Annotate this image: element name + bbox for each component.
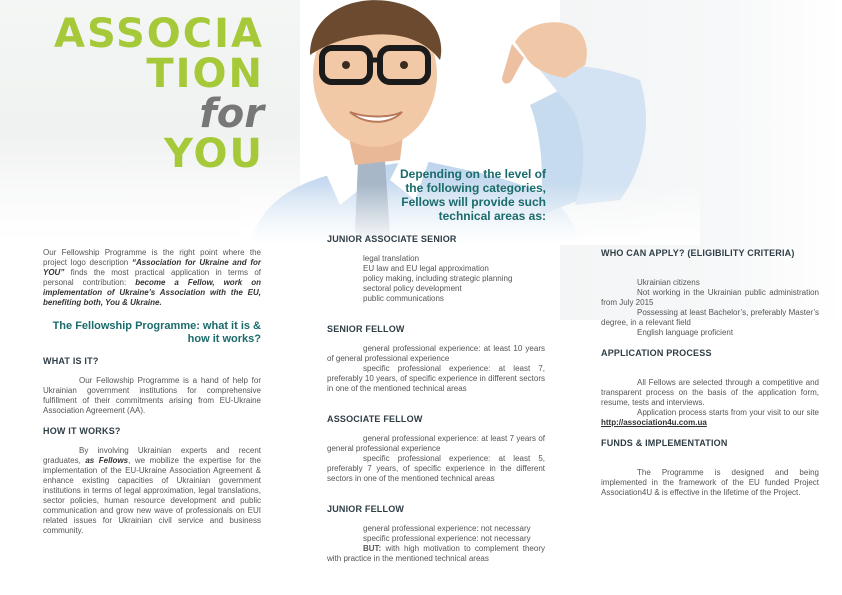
list-item: legal translation bbox=[363, 254, 420, 263]
intro-text-1: Our Fellowship Programme is the right point where the project logo description bbox=[43, 248, 261, 267]
senior-item-1: general professional experience: at least 10 years of general professional experience bbox=[327, 344, 545, 363]
title-line-1: ASSOCIA bbox=[54, 11, 264, 57]
funds-text: The Programme is designed and being implemented in the framework of the EU funded Project Association4U & is effective in the lifetime of the Project. bbox=[601, 468, 819, 497]
but-label: BUT: bbox=[363, 544, 382, 553]
column-left bbox=[43, 248, 261, 536]
how-it-works-text bbox=[43, 446, 261, 536]
intro-emphasis-1: “Association for Ukraine and for YOU” bbox=[43, 258, 261, 277]
junior-but bbox=[327, 544, 545, 564]
list-item: EU law and EU legal approximation bbox=[363, 264, 489, 273]
process-text-2-body: Application process starts from your visit to our site bbox=[637, 408, 819, 417]
title-line-4: YOU bbox=[163, 131, 264, 177]
who-item-1: Ukrainian citizens bbox=[637, 278, 700, 287]
title-line-3: for bbox=[199, 91, 264, 137]
how-emphasis: as Fellows bbox=[85, 456, 129, 465]
junior-fellow-heading: JUNIOR FELLOW bbox=[327, 504, 405, 514]
who-item-4: English language proficient bbox=[637, 328, 734, 337]
how-it-works-heading: HOW IT WORKS? bbox=[43, 426, 121, 436]
senior-item-2: specific professional experience: at least 7, preferably 10 years, of specific experience in different sectors in one of the mentioned technical areas bbox=[327, 364, 545, 393]
list-item: policy making, including strategic planning bbox=[363, 274, 513, 283]
application-process-heading: APPLICATION PROCESS bbox=[601, 348, 712, 358]
intro-text-2: finds the most practical application in terms of personal contribution: bbox=[43, 268, 261, 287]
who-can-apply-heading: WHO CAN APPLY? (ELIGIBILITY CRITERIA) bbox=[601, 248, 795, 258]
categories-intro-heading: Depending on the level of the following categories, Fellows will provide such technical areas as: bbox=[399, 167, 546, 223]
website-link[interactable]: http://association4u.com.ua bbox=[601, 418, 707, 427]
who-item-3: Possessing at least Bachelor’s, preferably Master’s degree, in a relevant field bbox=[601, 308, 819, 327]
title-line-2: TION bbox=[146, 51, 264, 97]
column-right bbox=[601, 248, 819, 498]
associate-item-2: specific professional experience: at least 5, preferably 7 years, of specific experience in the different sectors in one of the mentioned technical areas bbox=[327, 454, 545, 483]
intro-emphasis-2: become a Fellow, work on implementation of Ukraine’s Association with the EU, benefiting both, You & Ukraine. bbox=[43, 278, 261, 307]
jas-heading: JUNIOR ASSOCIATE SENIOR bbox=[327, 234, 457, 244]
junior-item-2: specific professional experience: not necessary bbox=[363, 534, 531, 543]
how-text-1: By involving Ukrainian experts and recent graduates, bbox=[43, 446, 261, 465]
senior-fellow-heading: SENIOR FELLOW bbox=[327, 324, 405, 334]
associate-item-1: general professional experience: at least 7 years of general professional experience bbox=[327, 434, 545, 453]
how-text-2: , we mobilize the expertise for the implementation of the EU-Ukraine Association Agreement & enhance existing capacities of Ukrainian government institutions in terms of legal approximation, legal translations, sector policies, human resource development and public communication and grow new wave of professionals on EUI related issues for Ukrainian civil service and business community. bbox=[43, 456, 262, 535]
associate-fellow-heading: ASSOCIATE FELLOW bbox=[327, 414, 423, 424]
who-item-2: Not working in the Ukrainian public administration from July 2015 bbox=[601, 288, 819, 307]
list-item: public communications bbox=[363, 294, 444, 303]
what-is-it-heading: WHAT IS IT? bbox=[43, 356, 99, 366]
process-text-2 bbox=[601, 408, 819, 428]
but-text: with high motivation to complement theory with practice in the mentioned technical areas bbox=[327, 544, 545, 563]
junior-item-1: general professional experience: not necessary bbox=[363, 524, 531, 533]
what-is-it-text: Our Fellowship Programme is a hand of help for Ukrainian government institutions for comprehensive fulfillment of their commitments arising from EU-Ukraine Association Agreement (AA). bbox=[43, 376, 261, 415]
column-middle bbox=[327, 234, 545, 564]
list-item: sectoral policy development bbox=[363, 284, 462, 293]
funds-heading: FUNDS & IMPLEMENTATION bbox=[601, 438, 728, 448]
brochure-title bbox=[52, 11, 264, 177]
process-text-1: All Fellows are selected through a competitive and transparent process on the basis of the application form, resume, tests and interviews. bbox=[601, 378, 819, 407]
jas-list bbox=[327, 254, 545, 304]
intro-paragraph bbox=[43, 248, 261, 308]
section-title: The Fellowship Programme: what it is & how it works? bbox=[52, 320, 261, 345]
